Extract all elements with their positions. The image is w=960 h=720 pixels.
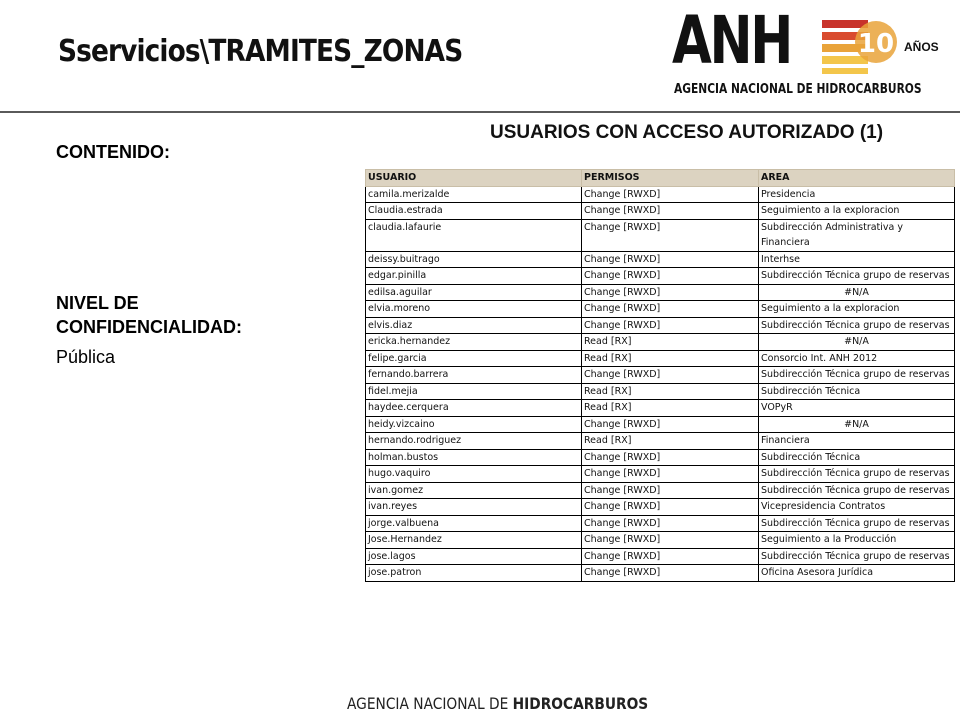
cell-area: Financiera — [759, 433, 955, 450]
cell-usuario: elvis.diaz — [366, 317, 582, 334]
cell-area: Subdirección Técnica grupo de reservas — [759, 482, 955, 499]
cell-area: Subdirección Técnica grupo de reservas — [759, 466, 955, 483]
cell-permisos: Change [RWXD] — [582, 449, 759, 466]
cell-usuario: ivan.reyes — [366, 499, 582, 516]
table-row — [366, 400, 955, 417]
cell-usuario: jose.patron — [366, 565, 582, 582]
cell-permisos: Change [RWXD] — [582, 268, 759, 285]
cell-area: #N/A — [759, 334, 955, 351]
cell-usuario: deissy.buitrago — [366, 251, 582, 268]
cell-area: #N/A — [759, 284, 955, 301]
cell-permisos: Change [RWXD] — [582, 317, 759, 334]
column-header-permisos: PERMISOS — [582, 170, 759, 187]
table-row — [366, 565, 955, 582]
cell-permisos: Read [RX] — [582, 334, 759, 351]
table-row — [366, 532, 955, 549]
table-row — [366, 449, 955, 466]
cell-area: Subdirección Técnica grupo de reservas — [759, 367, 955, 384]
cell-permisos: Read [RX] — [582, 433, 759, 450]
cell-usuario: camila.merizalde — [366, 186, 582, 203]
table-row — [366, 186, 955, 203]
table-row — [366, 466, 955, 483]
table-row — [366, 251, 955, 268]
cell-area: Subdirección Técnica — [759, 383, 955, 400]
users-table-container — [365, 169, 954, 582]
cell-usuario: Claudia.estrada — [366, 203, 582, 220]
footer-agency-name: AGENCIA NACIONAL DE HIDROCARBUROS — [347, 694, 649, 713]
table-row — [366, 203, 955, 220]
confidentiality-label: NIVEL DE CONFIDENCIALIDAD: — [56, 293, 242, 337]
cell-permisos: Change [RWXD] — [582, 548, 759, 565]
table-row — [366, 548, 955, 565]
cell-usuario: hugo.vaquiro — [366, 466, 582, 483]
logo-subtitle: AGENCIA NACIONAL DE HIDROCARBUROS — [674, 82, 922, 97]
cell-permisos: Read [RX] — [582, 350, 759, 367]
cell-usuario: edilsa.aguilar — [366, 284, 582, 301]
cell-permisos: Read [RX] — [582, 383, 759, 400]
cell-usuario: haydee.cerquera — [366, 400, 582, 417]
cell-usuario: edgar.pinilla — [366, 268, 582, 285]
cell-permisos: Change [RWXD] — [582, 284, 759, 301]
cell-area: Interhse — [759, 251, 955, 268]
cell-area: Seguimiento a la exploracion — [759, 203, 955, 220]
cell-permisos: Change [RWXD] — [582, 301, 759, 318]
cell-area: Consorcio Int. ANH 2012 — [759, 350, 955, 367]
cell-area: Subdirección Técnica — [759, 449, 955, 466]
cell-area: #N/A — [759, 416, 955, 433]
cell-usuario: fidel.mejia — [366, 383, 582, 400]
table-row — [366, 334, 955, 351]
cell-usuario: jorge.valbuena — [366, 515, 582, 532]
cell-usuario: fernando.barrera — [366, 367, 582, 384]
cell-permisos: Change [RWXD] — [582, 466, 759, 483]
table-row — [366, 482, 955, 499]
header-divider — [0, 111, 960, 113]
cell-usuario: ericka.hernandez — [366, 334, 582, 351]
cell-permisos: Change [RWXD] — [582, 532, 759, 549]
cell-usuario: claudia.lafaurie — [366, 219, 582, 251]
cell-usuario: felipe.garcia — [366, 350, 582, 367]
table-row — [366, 383, 955, 400]
contenido-label: CONTENIDO: — [56, 142, 170, 162]
page-title: Sservicios\TRAMITES_ZONAS — [58, 34, 463, 69]
cell-area: Vicepresidencia Contratos — [759, 499, 955, 516]
cell-usuario: holman.bustos — [366, 449, 582, 466]
logo-anniversary-number: 10 — [857, 29, 895, 59]
table-row — [366, 350, 955, 367]
users-table — [365, 169, 955, 582]
cell-area: Subdirección Administrativa y Financiera — [759, 219, 955, 251]
cell-permisos: Read [RX] — [582, 400, 759, 417]
table-row — [366, 433, 955, 450]
anh-logo — [672, 2, 942, 102]
cell-area: Oficina Asesora Jurídica — [759, 565, 955, 582]
cell-area: Subdirección Técnica grupo de reservas — [759, 317, 955, 334]
cell-area: Subdirección Técnica grupo de reservas — [759, 268, 955, 285]
cell-permisos: Change [RWXD] — [582, 219, 759, 251]
column-header-usuario: USUARIO — [366, 170, 582, 187]
column-header-area: AREA — [759, 170, 955, 187]
table-row — [366, 515, 955, 532]
cell-permisos: Change [RWXD] — [582, 186, 759, 203]
anniversary-flag-icon — [822, 18, 898, 74]
cell-usuario: hernando.rodriguez — [366, 433, 582, 450]
cell-area: Subdirección Técnica grupo de reservas — [759, 515, 955, 532]
cell-permisos: Change [RWXD] — [582, 482, 759, 499]
cell-permisos: Change [RWXD] — [582, 499, 759, 516]
users-heading: USUARIOS CON ACCESO AUTORIZADO (1) — [490, 122, 884, 143]
cell-area: Presidencia — [759, 186, 955, 203]
table-row — [366, 268, 955, 285]
logo-wordmark: ANH — [672, 2, 791, 79]
cell-permisos: Change [RWXD] — [582, 565, 759, 582]
table-row — [366, 499, 955, 516]
logo-anos: AÑOS — [904, 40, 939, 54]
cell-area: VOPyR — [759, 400, 955, 417]
table-row — [366, 416, 955, 433]
table-row — [366, 284, 955, 301]
table-row — [366, 301, 955, 318]
table-header-row — [366, 170, 955, 187]
cell-area: Subdirección Técnica grupo de reservas — [759, 548, 955, 565]
cell-area: Seguimiento a la exploracion — [759, 301, 955, 318]
table-row — [366, 367, 955, 384]
cell-area: Seguimiento a la Producción — [759, 532, 955, 549]
table-row — [366, 317, 955, 334]
cell-permisos: Change [RWXD] — [582, 515, 759, 532]
cell-usuario: Jose.Hernandez — [366, 532, 582, 549]
cell-usuario: ivan.gomez — [366, 482, 582, 499]
confidentiality-value: Pública — [56, 347, 116, 367]
cell-usuario: elvia.moreno — [366, 301, 582, 318]
cell-permisos: Change [RWXD] — [582, 416, 759, 433]
table-row — [366, 219, 955, 251]
cell-permisos: Change [RWXD] — [582, 203, 759, 220]
cell-permisos: Change [RWXD] — [582, 367, 759, 384]
cell-permisos: Change [RWXD] — [582, 251, 759, 268]
cell-usuario: jose.lagos — [366, 548, 582, 565]
cell-usuario: heidy.vizcaino — [366, 416, 582, 433]
